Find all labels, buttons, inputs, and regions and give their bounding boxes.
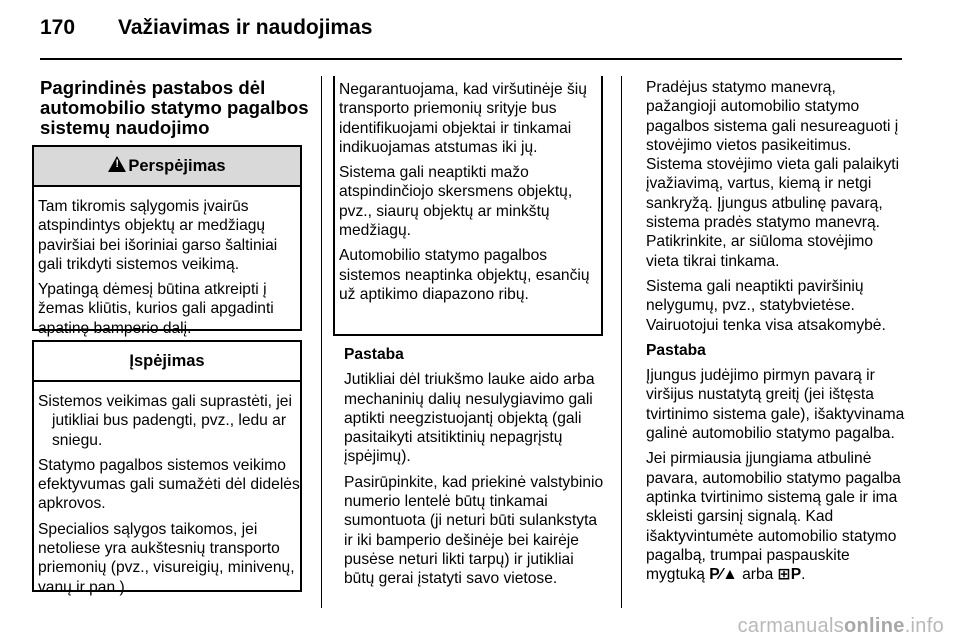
end-punctuation: . (801, 566, 806, 584)
caution-paragraph: Statymo pagalbos sistemos veikimo efektyvumas gali sumažėti dėl didelės apkrovos. (38, 456, 300, 513)
section-heading-line: automobilio statymo pagalbos (40, 97, 309, 118)
watermark-text: online (844, 615, 905, 637)
section-heading (40, 78, 310, 138)
caution-box (32, 340, 302, 596)
connector-text: arba (742, 566, 774, 584)
page-number: 170 (40, 16, 76, 39)
continued-warning-box (333, 76, 603, 336)
column-divider-2 (621, 76, 622, 608)
caution-box-title: Įspėjimas (129, 352, 205, 370)
column-divider-1 (321, 76, 322, 608)
note-label: Pastaba (646, 341, 706, 359)
caution-box-header (34, 342, 300, 382)
continued-paragraph: Sistema gali neaptikti mažo atspindinčiojo skersmens objektų, pvz., siaurų objektų ar minkštų medžiagų. (339, 164, 573, 240)
body-paragraph (646, 449, 908, 584)
note-label: Pastaba (344, 346, 404, 363)
caution-paragraph: Specialios sąlygos taikomos, jei netoliese yra aukštesnių transporto priemonių (pvz., visureigių, minivenų, vanų ir pan.). (38, 520, 295, 596)
continued-paragraph: Automobilio statymo pagalbos sistemos neaptinka objektų, esančių už aptikimo diapazono ribų. (339, 247, 590, 303)
warning-box-body (34, 187, 300, 338)
note-paragraph: Įjungus judėjimo pirmyn pavarą ir viršijus nustatytą greitį (jei ištęsta tvirtinimo sistema gale), išaktyvinama galinė automobilio statymo pagalba. (646, 367, 905, 443)
caution-paragraph: Sistemos veikimas gali suprastėti, jei jutikliai bus padengti, pvz., ledu ar sniegu. (38, 393, 292, 449)
column-2-text (344, 345, 606, 595)
note-paragraph: Jutikliai dėl triukšmo lauke aido arba mechaninių dalių nesulygiavimo gali aptikti neegzistuojantį objektą (gali pasitaikyti atsitiktinių nepagrįstų įspėjimų). (344, 371, 595, 466)
parking-assist-alt-button-icon: ⊞P (777, 566, 802, 584)
parking-assist-button-icon: P⁄▲ (709, 566, 738, 584)
watermark (738, 615, 944, 638)
watermark-text: carmanuals (737, 615, 844, 637)
body-paragraph: Pasirūpinkite, kad priekinė valstybinio numerio lentelė būtų tinkamai sumontuota (ji neturi būti sulankstyta ir iki bamperio dešinėje bei kairėje pusėse neturi likti tarpų) ir jutikliai būtų gerai įstatyti savo vietose. (344, 473, 604, 588)
column-3-text (646, 78, 908, 590)
warning-box-title: Perspėjimas (128, 157, 226, 175)
warning-box-header (34, 147, 300, 187)
continued-warning-body (335, 76, 601, 304)
body-text: Jei pirmiausia įjungiama atbulinė pavara, automobilio statymo pagalba aptinka tvirtinimo sistemą gale ir ima skleisti garsinį signalą. Kad išaktyvintumėte automobilio statymo pagalbą, trumpai paspauskite mygtuką (646, 450, 901, 584)
watermark-text: .info (904, 615, 944, 637)
section-heading-line: Pagrindinės pastabos dėl (40, 77, 266, 98)
body-paragraph: Sistema gali neaptikti paviršinių nelygumų, pvz., statybvietėse. Vairuotojui tenka visa atsakomybė. (646, 277, 886, 334)
warning-paragraph: Ypatingą dėmesį būtina atkreipti į žemas kliūtis, kurios gali apgadinti apatinę bamperio dalį. (38, 281, 274, 337)
header-divider (40, 58, 902, 60)
caution-box-body (34, 382, 300, 597)
warning-paragraph: Tam tikromis sąlygomis įvairūs atspindintys objektų ar medžiagų paviršiai bei išoriniai garso šaltiniai gali trikdyti sistemos veikimą. (38, 198, 278, 273)
chapter-title: Važiavimas ir naudojimas (118, 16, 373, 39)
continued-paragraph: Negarantuojama, kad viršutinėje šių transporto priemonių srityje bus identifikuojami objektai ir tinkamai indikuojamas atstumas iki jų. (339, 81, 587, 156)
warning-triangle-icon (108, 156, 126, 172)
section-heading-line: sistemų naudojimo (40, 117, 210, 138)
warning-box (32, 145, 302, 337)
body-paragraph: Pradėjus statymo manevrą, pažangioji automobilio statymo pagalbos sistema gali nesureaguoti į stovėjimo vietos pasikeitimus. Sistema stovėjimo vieta gali palaikyti įvažiavimą, vartus, kiemą ir netgi sankryžą. Įjungus atbulinę pavarą, sistema pradės statymo manevrą. Patikrinkite, ar siūloma stovėjimo vieta tikrai tinkama. (646, 79, 900, 270)
